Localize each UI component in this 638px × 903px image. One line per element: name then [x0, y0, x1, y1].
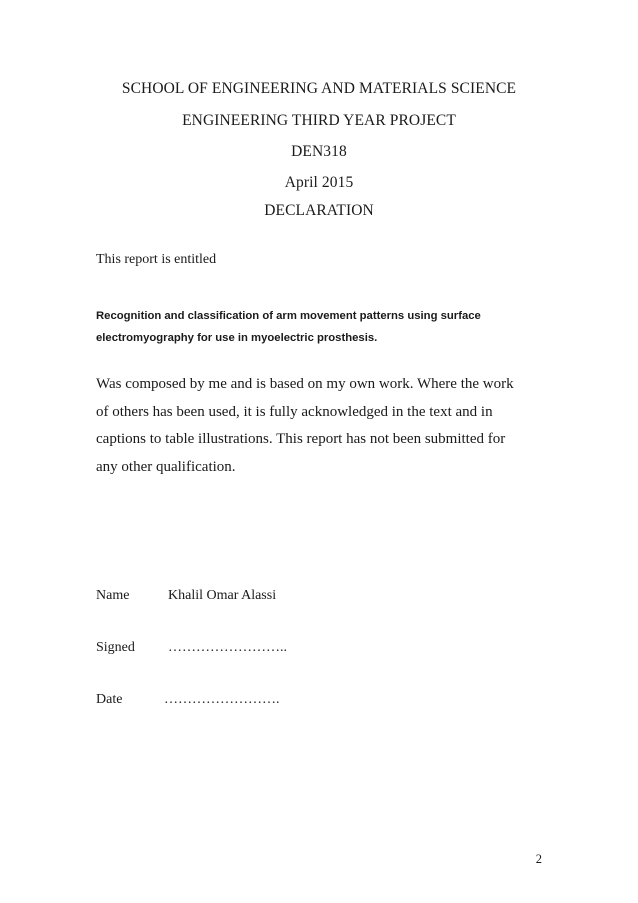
name-label: Name — [96, 588, 130, 603]
module-code: DEN318 — [291, 143, 347, 160]
signed-field — [96, 640, 287, 656]
school-heading: SCHOOL OF ENGINEERING AND MATERIALS SCIENCE — [121, 80, 517, 97]
intro-text: This report is entitled — [96, 252, 217, 267]
statement-line-3: captions to table illustrations. This report has not been submitted for — [96, 431, 506, 448]
statement-line-1: Was composed by me and is based on my own work. Where the work — [96, 376, 514, 392]
signed-label: Signed — [96, 640, 135, 655]
date-label: Date — [96, 692, 123, 707]
signature-line: …………………….. — [168, 640, 287, 655]
section-title: DECLARATION — [264, 202, 374, 219]
name-value: Khalil Omar Alassi — [168, 588, 277, 603]
report-title-line-2: electromyography for use in myoelectric prosthesis. — [96, 332, 378, 344]
report-title-line-1: Recognition and classification of arm movement patterns using surface — [96, 310, 481, 322]
statement-line-4: any other qualification. — [96, 458, 236, 475]
declaration-statement — [96, 371, 546, 481]
statement-line-2: of others has been used, it is fully acknowledged in the text and in — [96, 403, 493, 420]
project-heading: ENGINEERING THIRD YEAR PROJECT — [182, 112, 456, 129]
date-line: ……………………. — [164, 692, 280, 707]
page-number: 2 — [535, 852, 542, 866]
name-field — [96, 588, 277, 604]
date-field — [96, 692, 280, 708]
submission-date: April 2015 — [284, 174, 354, 191]
report-title — [96, 305, 536, 349]
